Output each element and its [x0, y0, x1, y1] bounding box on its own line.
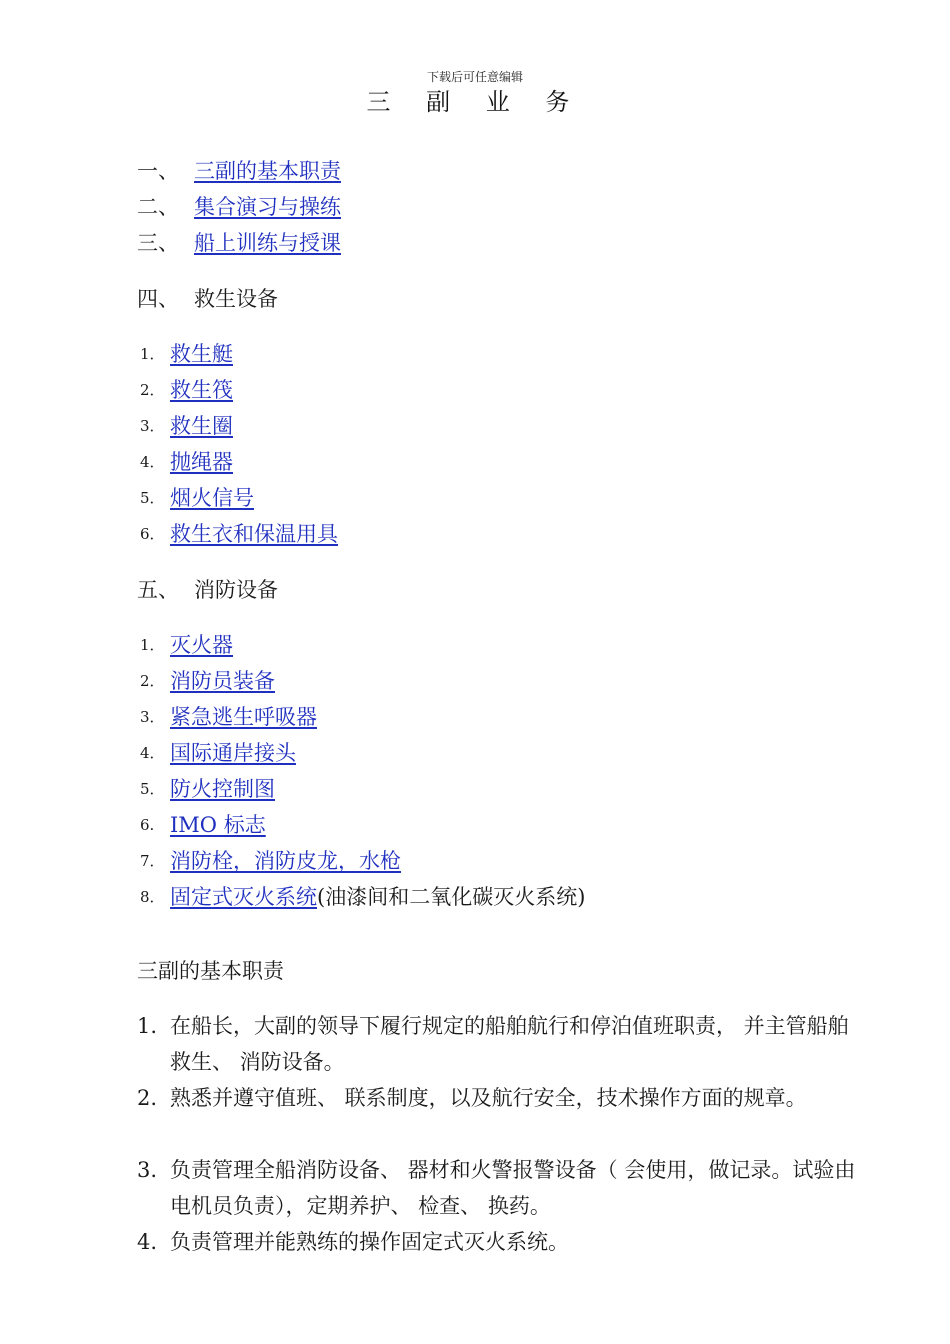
- page-title: 三 副 业 务: [366, 88, 584, 116]
- section-lifesaving-heading: [137, 284, 278, 314]
- section-number: 四、: [137, 287, 179, 311]
- duty-item: [137, 1080, 857, 1116]
- item-number: 8．: [140, 888, 165, 906]
- duty-text: 在船长，大副的领导下履行规定的船舶航行和停泊值班职责， 并主管船舶救生、 消防设备。: [170, 1014, 849, 1074]
- link-fire-control-plan[interactable]: 防火控制图: [170, 777, 275, 801]
- duty-item: [137, 1008, 857, 1080]
- duty-item: [137, 1152, 857, 1224]
- toc-link-muster-drills[interactable]: 集合演习与操练: [194, 195, 341, 219]
- lifesaving-item: [140, 519, 338, 549]
- duty-text: 负责管理并能熟练的操作固定式灭火系统。: [170, 1230, 569, 1254]
- section-number: 五、: [137, 578, 179, 602]
- item-number: 1．: [140, 636, 165, 654]
- firefighting-item: [140, 846, 401, 876]
- lifesaving-item: [140, 411, 233, 441]
- item-number: 4．: [140, 744, 165, 762]
- item-number: 6．: [140, 525, 165, 543]
- toc-item-1: [137, 156, 341, 186]
- duty-item: [137, 1224, 857, 1260]
- item-number: 5．: [140, 489, 165, 507]
- firefighting-item: [140, 630, 233, 660]
- item-number: 2．: [140, 672, 165, 690]
- toc-item-2: [137, 192, 341, 222]
- firefighting-item: [140, 738, 296, 768]
- lifesaving-item: [140, 375, 233, 405]
- toc-item-3: [137, 228, 341, 258]
- link-pyrotechnic-signals[interactable]: 烟火信号: [170, 486, 254, 510]
- firefighting-item: [140, 702, 317, 732]
- item-number: 5．: [140, 780, 165, 798]
- duty-number: 1.: [137, 1014, 158, 1038]
- link-eebd[interactable]: 紧急逃生呼吸器: [170, 705, 317, 729]
- link-shore-connection[interactable]: 国际通岸接头: [170, 741, 296, 765]
- section-label: 救生设备: [194, 287, 278, 311]
- item-number: 6.: [140, 816, 155, 834]
- header-note: 下载后可任意编辑: [426, 70, 523, 84]
- item-number: 4．: [140, 453, 165, 471]
- link-lifebuoy[interactable]: 救生圈: [170, 414, 233, 438]
- duty-number: 3.: [137, 1158, 158, 1182]
- firefighting-item: [140, 882, 585, 912]
- duties-heading: 三副的基本职责: [137, 959, 284, 983]
- link-lifejackets-thermal-aids[interactable]: 救生衣和保温用具: [170, 522, 338, 546]
- item-number: 2．: [140, 381, 165, 399]
- item-number: 3．: [140, 708, 165, 726]
- link-line-thrower[interactable]: 抛绳器: [170, 450, 233, 474]
- link-fixed-extinguishing-system[interactable]: 固定式灭火系统: [170, 885, 317, 909]
- firefighting-item: [140, 810, 266, 840]
- lifesaving-item: [140, 483, 254, 513]
- toc-link-onboard-training[interactable]: 船上训练与授课: [194, 231, 341, 255]
- link-lifeboat[interactable]: 救生艇: [170, 342, 233, 366]
- duty-text: 熟悉并遵守值班、 联系制度，以及航行安全，技术操作方面的规章。: [170, 1086, 807, 1110]
- link-extinguisher[interactable]: 灭火器: [170, 633, 233, 657]
- firefighting-item: [140, 774, 275, 804]
- toc-number: 三、: [137, 231, 179, 255]
- link-imo-symbols[interactable]: IMO 标志: [170, 813, 266, 837]
- toc-number: 二、: [137, 195, 179, 219]
- toc-number: 一、: [137, 159, 179, 183]
- item-number: 1．: [140, 345, 165, 363]
- link-fireman-outfit[interactable]: 消防员装备: [170, 669, 275, 693]
- toc-link-basic-duties[interactable]: 三副的基本职责: [194, 159, 341, 183]
- section-firefighting-heading: [137, 575, 278, 605]
- link-hydrant-hose-nozzle[interactable]: 消防栓，消防皮龙，水枪: [170, 849, 401, 873]
- section-label: 消防设备: [194, 578, 278, 602]
- duty-number: 2.: [137, 1086, 158, 1110]
- item-number: 3．: [140, 417, 165, 435]
- lifesaving-item: [140, 339, 233, 369]
- firefighting-item: [140, 666, 275, 696]
- duty-number: 4.: [137, 1230, 158, 1254]
- item-note: (油漆间和二氧化碳灭火系统): [317, 885, 586, 909]
- duty-text: 负责管理全船消防设备、 器材和火警报警设备（ 会使用，做记录。试验由电机员负责），定期养护、 检查、 换药。: [170, 1158, 856, 1218]
- link-liferaft[interactable]: 救生筏: [170, 378, 233, 402]
- item-number: 7．: [140, 852, 165, 870]
- lifesaving-item: [140, 447, 233, 477]
